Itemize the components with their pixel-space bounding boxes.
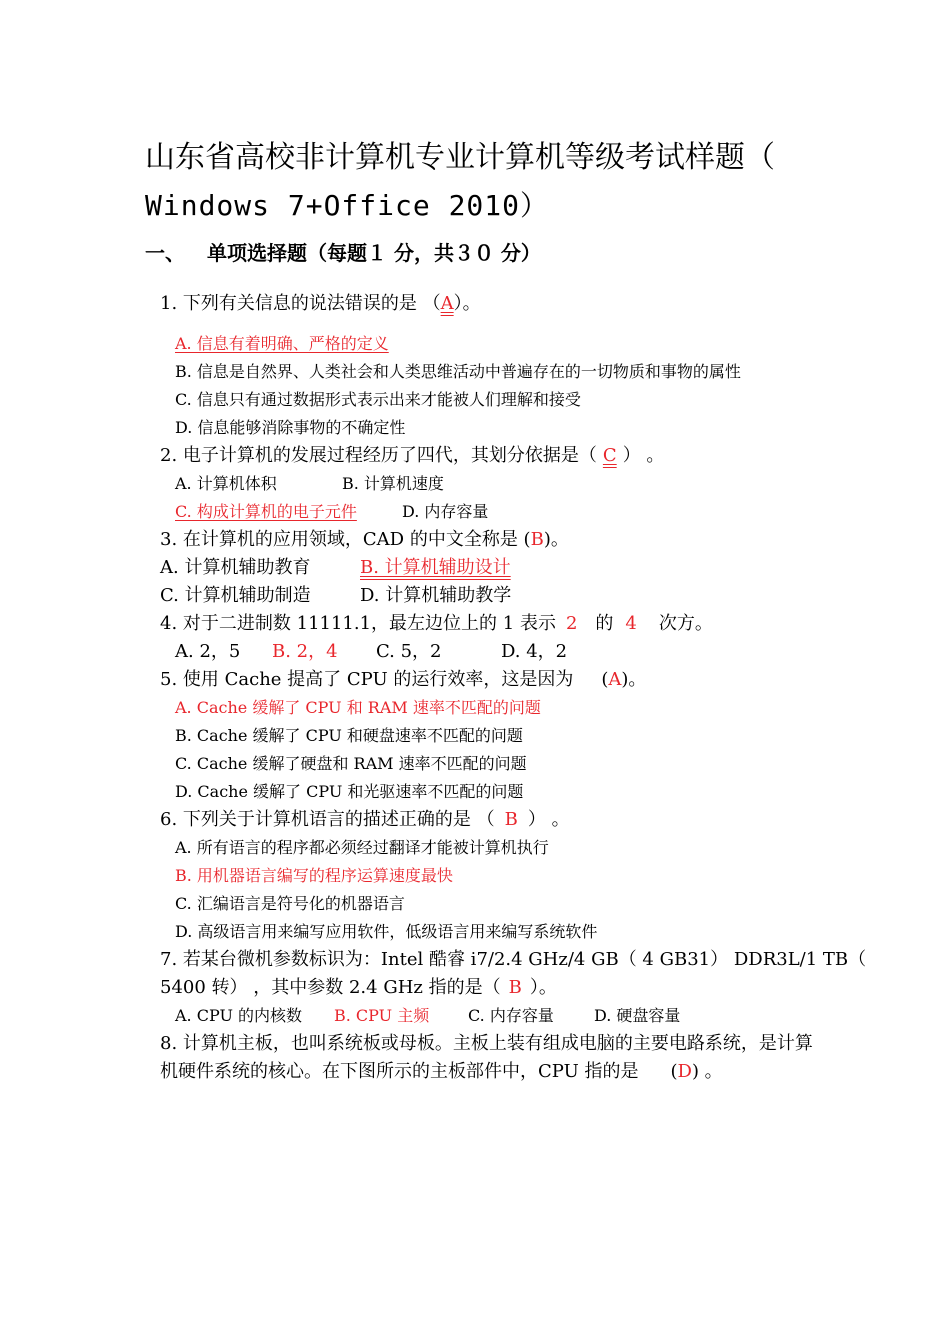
question-1-option-d: D. 信息能够消除事物的不确定性 [175,418,406,437]
question-7-line-1: 7. 若某台微机参数标识为：Intel 酷睿 i7/2.4 GHz/4 GB（ 4 GB31） DDR3L/1 TB（ [160,949,867,970]
question-2 [160,441,664,467]
question-7-option-d: D. 硬盘容量 [594,1006,681,1025]
question-7-text: 5400 转） ，其中参数 2.4 GHz 指的是（ [160,977,501,998]
question-7-option-b: B. CPU 主频 [334,1006,430,1025]
question-1-option-b: B. 信息是自然界、人类社会和人类思维活动中普遍存在的一切物质和事物的属性 [175,362,741,381]
question-8-answer: D [677,1061,692,1082]
question-7-answer: B [508,977,522,998]
question-8-close: ) 。 [691,1061,723,1082]
question-2-text: 2. 电子计算机的发展过程经历了四代，其划分依据是（ [160,445,597,466]
question-3-answer: B [530,529,544,550]
question-4-tail: 次方。 [658,613,713,634]
question-3-option-d: D. 计算机辅助教学 [360,585,512,606]
question-3-option-b: B. 计算机辅助设计 [360,557,511,578]
question-5-answer: A [608,669,622,690]
question-2-close: ） 。 [622,445,665,466]
section-heading [145,237,541,266]
question-3-text: 3. 在计算机的应用领域，CAD 的中文全称是 ( [160,529,531,550]
question-4 [160,609,713,635]
section-number: 一、 [145,241,185,265]
question-6 [160,805,570,831]
question-1 [160,289,481,315]
question-4-option-c: C. 5，2 [376,641,442,662]
question-1-option-a: A. 信息有着明确、严格的定义 [175,334,389,353]
question-1-close: ）。 [453,293,481,314]
question-5-text: 5. 使用 Cache 提高了 CPU 的运行效率，这是因为 [160,669,574,690]
question-4-option-b: B. 2，4 [272,641,338,662]
question-4-mid: 的 [595,613,614,634]
question-6-answer: B [504,809,518,830]
question-5-option-b: B. Cache 缓解了 CPU 和硬盘速率不匹配的问题 [175,726,523,745]
question-6-text: 6. 下列关于计算机语言的描述正确的是 （ [160,809,495,830]
question-2-option-b: B. 计算机速度 [342,474,444,493]
question-8-line-1: 8. 计算机主板，也叫系统板或母板。主板上装有组成电脑的主要电路系统，是计算 [160,1033,813,1054]
question-6-option-c: C. 汇编语言是符号化的机器语言 [175,894,405,913]
question-7-line-2 [160,973,557,999]
question-2-option-a: A. 计算机体积 [175,474,277,493]
question-5 [160,665,646,691]
question-8-open: ( [670,1061,678,1082]
question-6-option-d: D. 高级语言用来编写应用软件，低级语言用来编写系统软件 [175,922,598,941]
page-title: 山东省高校非计算机专业计算机等级考试样题（ [145,140,775,175]
question-3-option-c: C. 计算机辅助制造 [160,585,311,606]
question-1-option-c: C. 信息只有通过数据形式表示出来才能被人们理解和接受 [175,390,581,409]
question-7-option-a: A. CPU 的内核数 [175,1006,303,1025]
question-5-close: )。 [621,669,647,690]
question-2-option-c: C. 构成计算机的电子元件 [175,502,357,521]
question-1-text: 1. 下列有关信息的说法错误的是 （ [160,293,441,314]
question-3 [160,525,569,551]
question-4-answer-1: 2 [565,613,578,634]
question-2-answer: C [602,445,617,466]
question-3-option-a: A. 计算机辅助教育 [160,557,311,578]
question-8-text: 机硬件系统的核心。在下图所示的主板部件中，CPU 指的是 [160,1061,639,1082]
question-6-option-a: A. 所有语言的程序都必须经过翻译才能被计算机执行 [175,838,549,857]
question-4-text: 4. 对于二进制数 11111.1，最左边位上的 1 表示 [160,613,556,634]
question-8-line-2 [160,1057,723,1083]
question-5-option-d: D. Cache 缓解了 CPU 和光驱速率不匹配的问题 [175,782,524,801]
section-title: 单项选择题（每题１ 分，共３０ 分） [207,241,541,265]
question-6-close: ） 。 [527,809,570,830]
question-3-close: )。 [543,529,569,550]
question-5-open: ( [601,669,609,690]
question-1-answer: A [440,293,454,314]
question-5-option-c: C. Cache 缓解了硬盘和 RAM 速率不匹配的问题 [175,754,527,773]
question-4-option-a: A. 2，5 [175,641,241,662]
question-4-answer-2: 4 [625,613,637,634]
question-7-option-c: C. 内存容量 [468,1006,554,1025]
question-2-option-d: D. 内存容量 [402,502,489,521]
page-subtitle: Windows 7+Office 2010） [145,189,550,222]
question-4-option-d: D. 4，2 [501,641,568,662]
question-7-close: ）。 [529,977,557,998]
question-5-option-a: A. Cache 缓解了 CPU 和 RAM 速率不匹配的问题 [175,698,541,717]
question-6-option-b: B. 用机器语言编写的程序运算速度最快 [175,866,453,885]
